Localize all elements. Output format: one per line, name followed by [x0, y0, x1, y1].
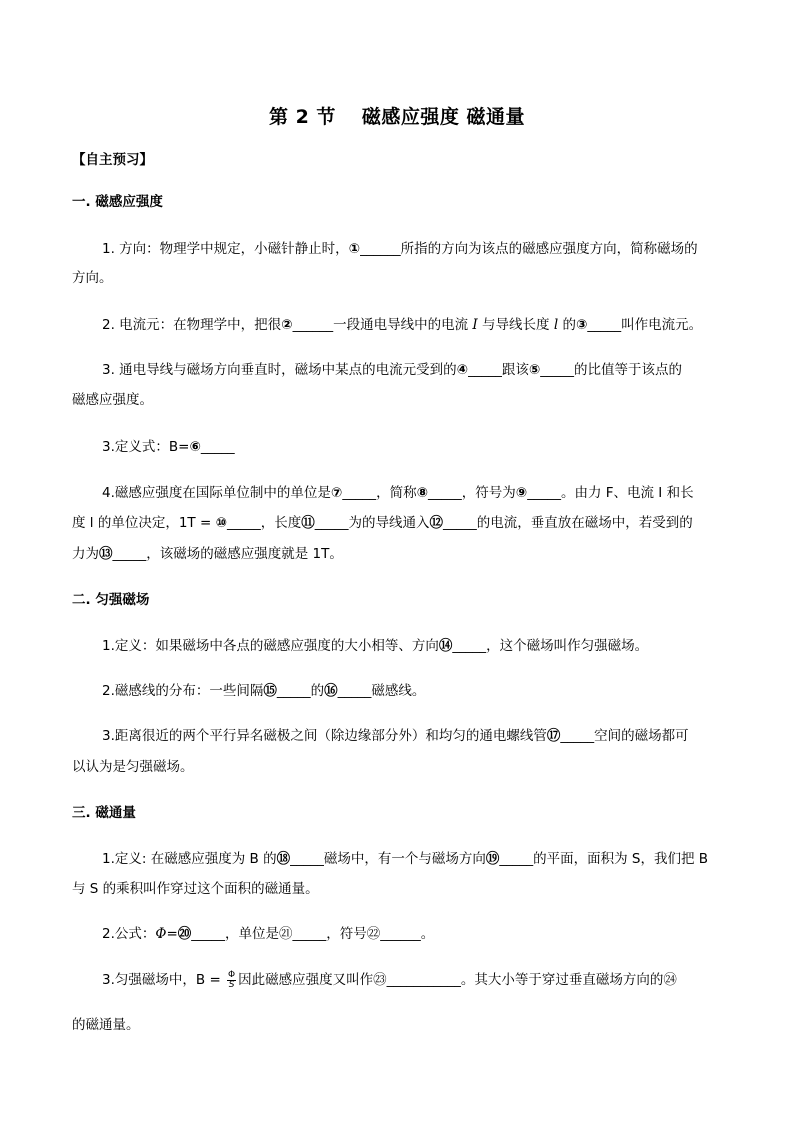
blank-marker-4: ④ [456, 362, 469, 378]
paragraph-unit [102, 481, 694, 501]
fraction-phi-over-s [227, 971, 236, 990]
heading-uniform-field: 二. 匀强磁场 [72, 592, 150, 608]
formula-lhs: B = [195, 972, 226, 988]
text: 2. 电流元：在物理学中，把很 [102, 317, 282, 333]
blank-marker-13: ⑬ [99, 546, 113, 562]
blank-marker-14: ⑭ [438, 638, 453, 654]
text: 因此磁感应强度又叫作 [238, 972, 374, 988]
paragraph-ratio [102, 358, 682, 378]
paragraph-poles-cont: 以认为是匀强磁场。 [72, 759, 194, 775]
text: _____，该磁场的磁感应强度就是 1T。 [112, 546, 343, 562]
text: 1.定义：如果磁场中各点的磁感应强度的大小相等、方向 [102, 638, 439, 654]
blank-marker-9: ⑨ [515, 485, 528, 501]
symbol-length: l [553, 317, 559, 333]
text: ______一段通电导线中的电流 [292, 317, 473, 333]
paragraph-formula [102, 922, 434, 942]
text: ______。 [380, 926, 435, 942]
title-section-number: 第 2 节 [268, 106, 336, 128]
text: 3.距离很近的两个平行异名磁极之间（除边缘部分外）和均匀的通电螺线管 [102, 728, 547, 744]
blank-marker-15: ⑮ [263, 683, 277, 699]
blank-marker-19: ⑲ [485, 851, 500, 867]
blank-marker-23: ㉓ [373, 972, 387, 988]
text: _____磁场中，有一个与磁场方向 [290, 851, 486, 867]
symbol-current: I [472, 317, 478, 333]
fraction-denominator: S [228, 979, 235, 990]
paragraph-flux-definition [102, 847, 708, 867]
paragraph-current-element [102, 313, 702, 333]
text: 1.定义: 在磁感应强度为 B 的 [102, 851, 277, 867]
paragraph-unit-line2 [72, 511, 693, 531]
paragraph-flux-density-cont: 的磁通量。 [72, 1017, 140, 1033]
paragraph-flux-density [102, 968, 677, 990]
text: _____。由力 F、电流 I 和长 [527, 485, 694, 501]
blank-marker-22: ㉒ [366, 926, 381, 942]
paragraph-direction [102, 237, 698, 257]
text: 2.公式： [102, 926, 156, 942]
text: 3. 通电导线与磁场方向垂直时，磁场中某点的电流元受到的 [102, 362, 457, 378]
paragraph-unit-line3 [72, 542, 343, 562]
paragraph-flux-definition-cont: 与 S 的乘积叫作穿过这个面积的磁通量。 [72, 881, 319, 897]
paragraph-poles [102, 724, 689, 744]
blank-marker-18: ⑱ [276, 851, 291, 867]
section-label: 【自主预习】 [72, 152, 153, 168]
text: _____叫作电流元。 [587, 317, 703, 333]
text: _____，简称 [342, 485, 417, 501]
blank-marker-12: ⑫ [429, 515, 444, 531]
text: _____的 [276, 683, 325, 699]
text: _____空间的磁场都可 [560, 728, 689, 744]
blank-marker-5: ⑤ [528, 362, 541, 378]
text: 度 l 的单位决定，1T = [72, 515, 216, 531]
paragraph-ratio-cont: 磁感应强度。 [72, 392, 153, 408]
paragraph-uniform-definition [102, 634, 648, 654]
paragraph-definition [102, 435, 235, 455]
blank-marker-17: ⑰ [546, 728, 561, 744]
title-topic: 磁感应强度 磁通量 [361, 106, 526, 128]
blank-marker-1: ① [348, 241, 361, 257]
text: ______所指的方向为该点的磁感应强度方向，简称磁场的 [360, 241, 698, 257]
text: 力为 [72, 546, 99, 562]
text: _____磁感线。 [337, 683, 426, 699]
blank-marker-10: ⑩ [215, 515, 228, 531]
blank-marker-8: ⑧ [416, 485, 429, 501]
page-title [0, 102, 794, 129]
blank-marker-20: ⑳ [177, 926, 192, 942]
text: _____的比值等于该点的 [540, 362, 683, 378]
blank-marker-3: ③ [575, 317, 588, 333]
heading-magnetic-induction: 一. 磁感应强度 [72, 194, 163, 210]
paragraph-field-lines [102, 679, 425, 699]
text: 3.定义式：B= [102, 439, 190, 455]
text: _____，长度 [227, 515, 302, 531]
text: _____，符号 [292, 926, 367, 942]
text: _____，单位是 [191, 926, 280, 942]
symbol-phi: Φ [155, 926, 167, 942]
blank-marker-6: ⑥ [189, 439, 201, 455]
blank-marker-11: ⑪ [301, 515, 315, 531]
text: _____ [200, 439, 235, 455]
text: 与导线长度 [477, 317, 554, 333]
blank-marker-24: ㉔ [663, 972, 677, 988]
paragraph-direction-cont: 方向。 [72, 270, 113, 286]
blank-marker-2: ② [281, 317, 293, 333]
text: = [166, 926, 178, 942]
fraction-numerator: Φ [228, 969, 236, 980]
text: ___________。其大小等于穿过垂直磁场方向的 [386, 972, 664, 988]
text: _____跟该 [468, 362, 529, 378]
text: 的 [558, 317, 576, 333]
text: _____，符号为 [428, 485, 516, 501]
text: _____为的导线通入 [314, 515, 430, 531]
text: _____的电流，垂直放在磁场中，若受到的 [443, 515, 693, 531]
blank-marker-7: ⑦ [330, 485, 343, 501]
text: _____，这个磁场叫作匀强磁场。 [452, 638, 649, 654]
blank-marker-16: ⑯ [324, 683, 338, 699]
text: 1. 方向：物理学中规定，小磁针静止时， [102, 241, 349, 257]
text: 3.匀强磁场中， [102, 972, 196, 988]
text: _____的平面，面积为 S，我们把 B [499, 851, 708, 867]
blank-marker-21: ㉑ [279, 926, 293, 942]
text: 4.磁感应强度在国际单位制中的单位是 [102, 485, 331, 501]
heading-magnetic-flux: 三. 磁通量 [72, 805, 136, 821]
text: 2.磁感线的分布：一些间隔 [102, 683, 264, 699]
